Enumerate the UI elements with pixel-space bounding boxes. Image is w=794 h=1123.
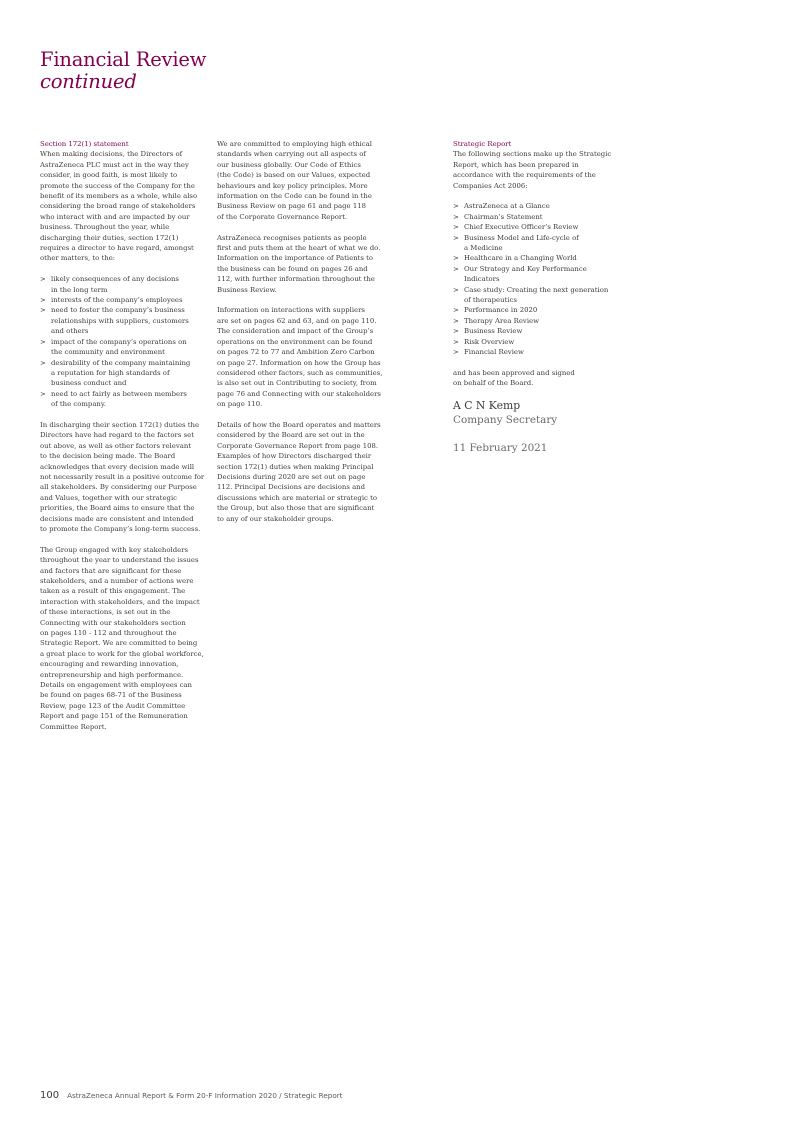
list-item: > AstraZeneca at a Glance (453, 201, 633, 211)
list-item: > Our Strategy and Key Performance Indicators (453, 264, 633, 285)
paragraph-ethics: We are committed to employing high ethical standards when carrying out all aspects of our business globally. Our Code of Ethics (the Code) is based on our Values, expected behaviours and key policy principles. More information on the Code can be found in the Business Review on page 61 and page 118 of the Corporate Governance Report. (217, 140, 372, 221)
list-item: > Chairman’s Statement (453, 212, 633, 222)
list-item: > desirability of the company maintaining a reputation for high standards of business conduct and (40, 358, 212, 389)
list-item: > Risk Overview (453, 337, 633, 347)
list-item: > Case study: Creating the next generation of therapeutics (453, 285, 633, 306)
paragraph-suppliers-environment: Information on interactions with suppliers are set on pages 62 and 63, and on page 110. The consideration and impact of the Group’s operations on the environment can be found on pages 72 to 77 and Ambition Zero Carbon on page 27. Information on how the Group has considered other factors, such as communities, is also set out in Contributing to society, from page 76 and Connecting with our stakeholders on page 110. (217, 306, 383, 409)
list-item: > Financial Review (453, 347, 633, 357)
section-heading-s172: Section 172(1) statement (40, 140, 129, 148)
column-3 (453, 139, 633, 455)
page-subtitle: continued (40, 70, 137, 93)
footer-text: AstraZeneca Annual Report & Form 20-F Information 2020 / Strategic Report (67, 1091, 343, 1100)
list-item: > Healthcare in a Changing World (453, 253, 633, 263)
signatory-role: Company Secretary (453, 413, 558, 426)
paragraph-patients: AstraZeneca recognises patients as people first and puts them at the heart of what we do. Information on the importance of Patients to the business can be found on pages 26 and 112, with further information throughout the Business Review. (217, 233, 381, 294)
paragraph-board-regard: In discharging their section 172(1) duties the Directors have had regard to the factors set out above, as well as other factors relevant to the decision being made. The Board acknowledges that every decision made will not necessarily result in a positive outcome for all stakeholders. By considering our Purpose and Values, together with our strategic priorities, the Board aims to ensure that the decisions made are consistent and intended to promote the Company’s long-term success. (40, 420, 205, 533)
s172-matters-list (40, 274, 212, 409)
paragraph-s172-intro: When making decisions, the Directors of AstraZeneca PLC must act in the way they consider, in good faith, is most likely to promote the success of the Company for the benefit of its members as a whole, while also considering the broad range of stakeholders who interact with and are impacted by our business. Throughout the year, while discharging their duties, section 172(1) requires a director to have regard, amongst other matters, to the: (40, 150, 198, 263)
list-item: > interests of the company’s employees (40, 295, 212, 305)
list-item: > need to foster the company’s business relationships with suppliers, customers and others (40, 305, 212, 336)
list-item: > Performance in 2020 (453, 305, 633, 315)
signatory-name: A C N Kemp (453, 398, 521, 412)
page-title: Financial Review (40, 48, 207, 71)
paragraph-stakeholder-engagement: The Group engaged with key stakeholders throughout the year to understand the issues and factors that are significant for these stakeholders, and a number of actions were taken as a result of this engagement. The interaction with stakeholders, and the impact of these interactions, is set out in the Connecting with our stakeholders section on pages 110 - 112 and throughout the Strategic Report. We are committed to being a great place to work for the global workforce, encouraging and rewarding innovation, entrepreneurship and high performance. Details on engagement with employees can be found on pages 68-71 of the Business Review, page 123 of the Audit Committee Report and page 151 of the Remuneration Committee Report. (40, 545, 204, 731)
paragraph-board-operations: Details of how the Board operates and matters considered by the Board are set out in the Corporate Governance Report from page 108. Examples of how Directors discharged their section 172(1) duties when making Principal Decisions during 2020 are set out on page 112. Principal Decisions are decisions and discussions which are material or strategic to the Group, but also those that are significant to any of our stakeholder groups. (217, 420, 381, 523)
page-number: 100 (40, 1090, 60, 1101)
list-item: > need to act fairly as between members of the company. (40, 389, 212, 410)
column-2 (217, 139, 392, 524)
list-item: > impact of the company’s operations on the community and environment (40, 337, 212, 358)
list-item: > Business Model and Life-cycle of a Medicine (453, 233, 633, 254)
list-item: > Chief Executive Officer’s Review (453, 222, 633, 232)
list-item: > Business Review (453, 326, 633, 336)
strategic-report-sections-list (453, 201, 633, 357)
list-item: > likely consequences of any decisions in the long term (40, 274, 212, 295)
paragraph-strategic-report-intro: The following sections make up the Strategic Report, which has been prepared in accordance with the requirements of the Companies Act 2006: (453, 150, 612, 190)
column-1 (40, 139, 212, 732)
paragraph-approval: and has been approved and signed on behalf of the Board. (453, 368, 575, 388)
signature-date: 11 February 2021 (453, 441, 548, 454)
page-footer (40, 1083, 343, 1102)
section-heading-strategic-report: Strategic Report (453, 140, 512, 148)
list-item: > Therapy Area Review (453, 316, 633, 326)
